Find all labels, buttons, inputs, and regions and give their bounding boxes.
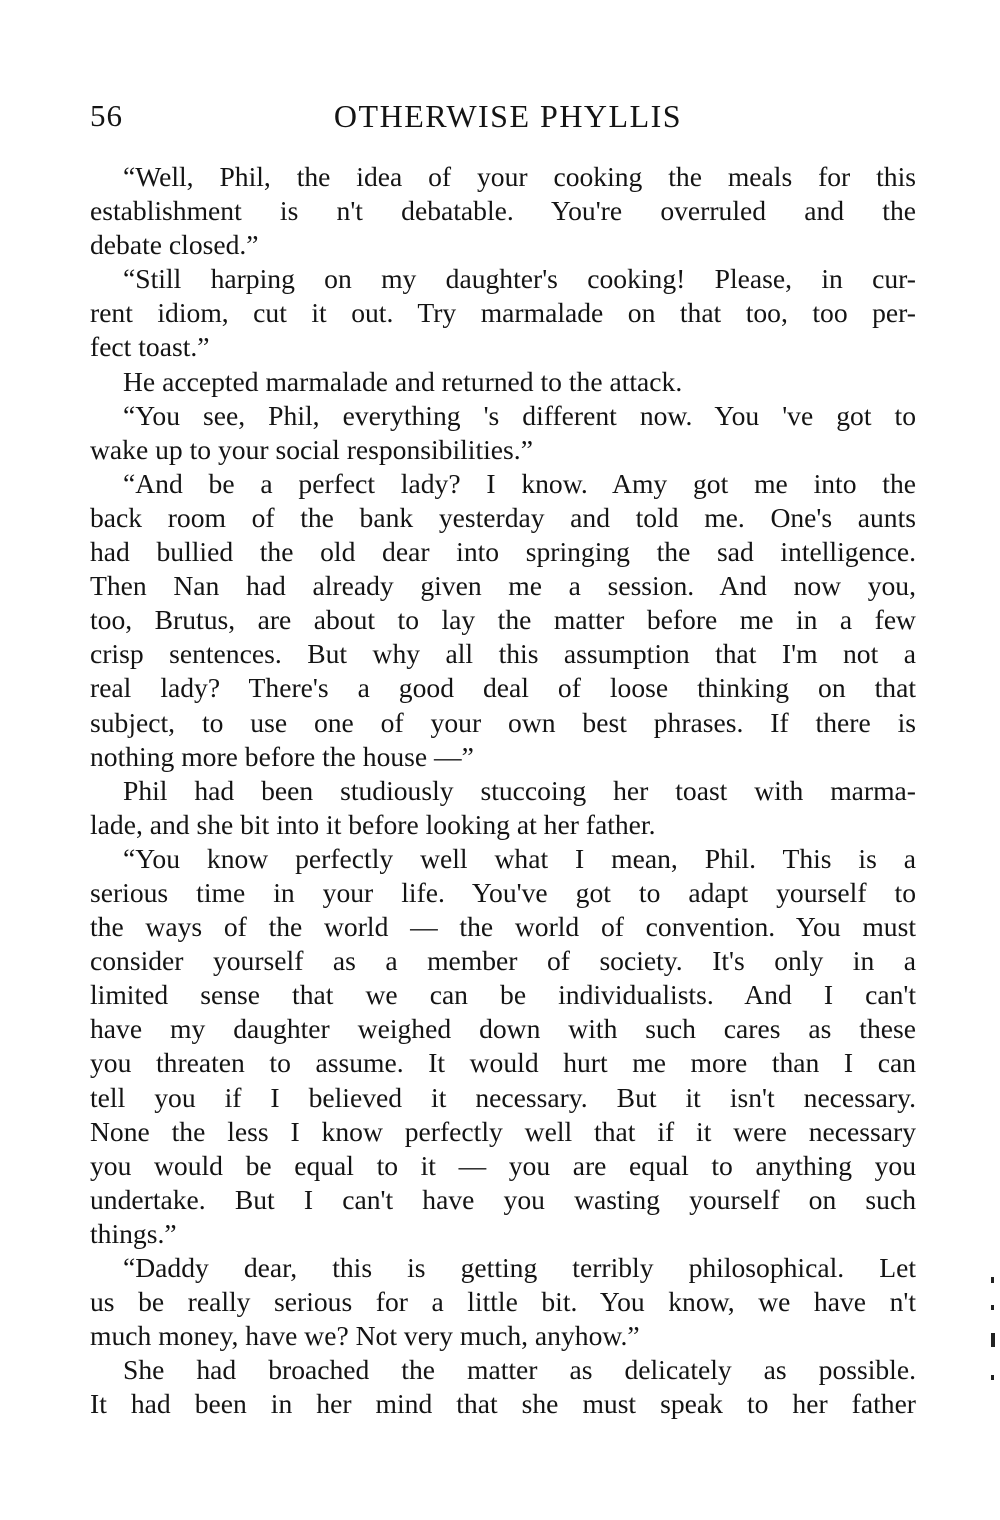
text-line: crisp sentences. But why all this assumption that I'm not a (90, 638, 916, 670)
text-line: fect toast.” (90, 331, 210, 363)
scan-margin-marks (987, 1275, 999, 1415)
text-line: real lady? There's a good deal of loose thinking on that (90, 672, 916, 704)
text-line: things.” (90, 1217, 177, 1249)
text-line: consider yourself as a member of society. It's only in a (90, 945, 916, 977)
text-line: He accepted marmalade and returned to the attack. (123, 365, 683, 397)
running-title: OTHERWISE PHYLLIS (333, 98, 683, 134)
text-line: “You know perfectly well what I mean, Phil. This is a (123, 842, 916, 874)
text-line: “Daddy dear, this is getting terribly philosophical. Let (123, 1252, 916, 1283)
scan-mark (991, 1333, 995, 1347)
text-line: “You see, Phil, everything 's different now. You 've got to (123, 399, 916, 431)
text-line: wake up to your social responsibilities.” (90, 433, 533, 465)
text-line: you threaten to assume. It would hurt me more than I can (90, 1047, 916, 1079)
page-header (90, 98, 916, 142)
text-line: lade, and she bit into it before looking at her father. (90, 808, 656, 840)
text-line: “And be a perfect lady? I know. Amy got me into the (123, 467, 916, 499)
text-line: establishment is n't debatable. You're overruled and the (90, 195, 916, 227)
text-line: rent idiom, cut it out. Try marmalade on that too, too per- (90, 297, 916, 329)
text-line: Phil had been studiously stuccoing her toast with marma- (123, 774, 916, 806)
text-line: back room of the bank yesterday and told me. One's aunts (90, 501, 916, 533)
text-line: Then Nan had already given me a session. And now you, (90, 570, 916, 602)
text-line: you would be equal to it — you are equal to anything you (90, 1149, 916, 1181)
text-line: the ways of the world — the world of convention. You must (90, 911, 916, 943)
text-line: too, Brutus, are about to lay the matter before me in a few (90, 604, 916, 636)
text-line: had bullied the old dear into springing the sad intelligence. (90, 536, 916, 568)
text-line: undertake. But I can't have you wasting yourself on such (90, 1183, 916, 1215)
text-line: serious time in your life. You've got to adapt yourself to (90, 876, 916, 908)
text-line: limited sense that we can be individualists. And I can't (90, 979, 916, 1011)
text-line: “Still harping on my daughter's cooking! Please, in cur- (123, 263, 916, 295)
body-text (90, 160, 916, 1421)
page-number: 56 (90, 98, 123, 133)
text-line: subject, to use one of your own best phrases. If there is (90, 706, 916, 738)
text-line: None the less I know perfectly well that if it were necessary (90, 1115, 916, 1147)
text-line: us be really serious for a little bit. You know, we have n't (90, 1286, 916, 1318)
text-line: debate closed.” (90, 229, 259, 261)
scan-mark (991, 1277, 994, 1283)
text-line: nothing more before the house —” (90, 740, 474, 772)
text-line: tell you if I believed it necessary. But it isn't necessary. (90, 1081, 916, 1113)
text-line: She had broached the matter as delicately as possible. (123, 1354, 916, 1386)
text-line: “Well, Phil, the idea of your cooking the meals for this (123, 161, 916, 192)
text-line: It had been in her mind that she must speak to her father (90, 1388, 916, 1420)
text-line: have my daughter weighed down with such cares as these (90, 1013, 916, 1045)
text-line: much money, have we? Not very much, anyhow.” (90, 1320, 640, 1352)
scan-mark (991, 1375, 994, 1380)
scan-mark (991, 1305, 994, 1310)
